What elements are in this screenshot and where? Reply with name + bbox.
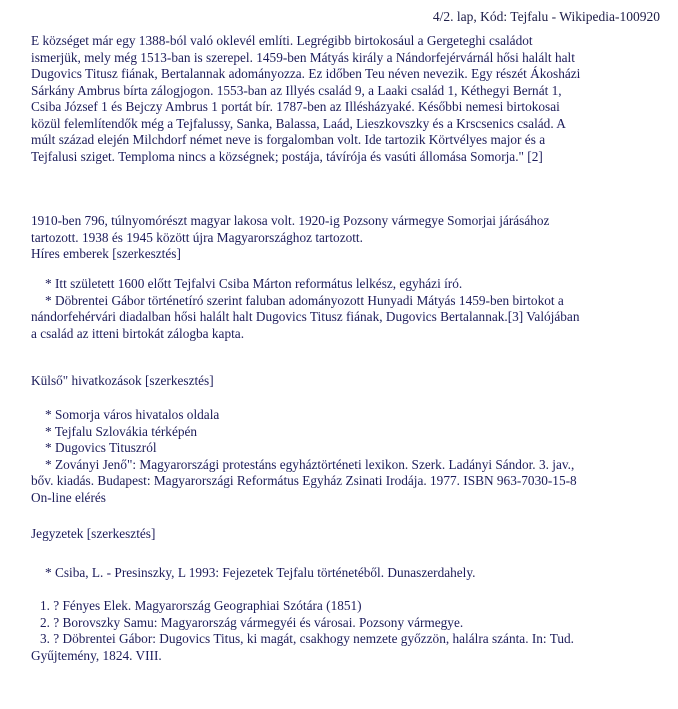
famous-people-list xyxy=(31,276,666,342)
list-item: 3. ? Döbrentei Gábor: Dugovics Titus, ki magát, csakhogy nemzete győzzön, halálra szánta. In: Tud. xyxy=(40,631,574,646)
text-line: múlt század elején Milchdorf német neve is forgalomban volt. Ide tartozik Körtvélyes major és a xyxy=(31,132,546,147)
notes-numbered-list xyxy=(31,598,666,664)
text-line: tartozott. 1938 és 1945 között újra Magyarországhoz tartozott. xyxy=(31,229,363,245)
text-line: a család az itteni birtokát zálogba kapta. xyxy=(31,325,245,341)
notes-heading: Jegyzetek [szerkesztés] xyxy=(31,526,156,541)
text-line: On-line elérés xyxy=(31,489,106,505)
list-item: * Zoványi Jenő": Magyarországi protestáns egyháztörténeti lexikon. Szerk. Ladányi Sándor. 3. jav., xyxy=(45,456,575,472)
list-item: * Dugovics Tituszról xyxy=(45,440,157,455)
text-line: Sárkány Ambrus bírta zálogjogon. 1553-ban az Illyés család 9, a Laaki család 1, Kéthegyi Bernát 1, xyxy=(31,82,562,98)
page-header: 4/2. lap, Kód: Tejfalu - Wikipedia-100920 xyxy=(432,9,660,24)
famous-heading: Híres emberek [szerkesztés] xyxy=(31,246,181,261)
text-line: Dugovics Titusz fiának, Bertalannak adományozza. Ez időben Teu néven nevezik. Egy részét Ákosházi xyxy=(31,66,581,81)
list-item: 2. ? Borovszky Samu: Magyarország vármegyéi és városai. Pozsony vármegye. xyxy=(40,614,464,630)
text-line: 1910-ben 796, túlnyomórészt magyar lakosa volt. 1920-ig Pozsony vármegye Somorjai járásához xyxy=(31,213,550,228)
list-item: * Somorja város hivatalos oldala xyxy=(45,407,220,422)
list-item: * Döbrentei Gábor történetíró szerint faluban adományozott Hunyadi Mátyás 1459-ben birtokot a xyxy=(45,292,564,308)
population-paragraph xyxy=(31,213,663,263)
text-line: közül felemlítendők még a Tejfalussy, Sanka, Balassa, Laád, Lieszkovszky és a Krscsenics család. A xyxy=(31,115,566,131)
text-line: Csiba József 1 és Bejczy Ambrus 1 portát bír. 1787-ben az Illésházyaké. Későbbi nemesi birtokosai xyxy=(31,99,560,114)
list-item: 1. ? Fényes Elek. Magyarország Geographiai Szótára (1851) xyxy=(40,598,362,613)
text-line: Gyűjtemény, 1824. VIII. xyxy=(31,647,162,663)
intro-paragraph xyxy=(31,33,663,165)
notes-bullet xyxy=(31,565,666,582)
external-links-list xyxy=(31,407,666,506)
text-line: E községet már egy 1388-ból való oklevél említi. Legrégibb birtokosául a Gergeteghi családot xyxy=(31,33,533,48)
list-item: * Tejfalu Szlovákia térképén xyxy=(45,423,198,439)
links-heading: Külső" hivatkozások [szerkesztés] xyxy=(31,373,214,388)
list-item: * Itt született 1600 előtt Tejfalvi Csiba Márton református lelkész, egyházi író. xyxy=(45,276,463,291)
list-item: * Csiba, L. - Presinszky, L 1993: Fejezetek Tejfalu történetéből. Dunaszerdahely. xyxy=(45,565,476,580)
text-line: ismerjük, mely még 1513-ban is szerepel. 1459-ben Mátyás király a Nándorfejérvárnál hősi halált halt xyxy=(31,49,575,65)
text-line: nándorfehérvári diadalban hősi halált halt Dugovics Titusz fiának, Dugovics Bertalannak.[3] Valójában xyxy=(31,309,580,324)
text-line: Tejfalusi sziget. Temploma nincs a községnek; postája, távírója és vasúti állomása Somorja." [2] xyxy=(31,148,543,164)
text-line: bőv. kiadás. Budapest: Magyarországi Református Egyház Zsinati Irodája. 1977. ISBN 963-7030-15-8 xyxy=(31,473,577,488)
